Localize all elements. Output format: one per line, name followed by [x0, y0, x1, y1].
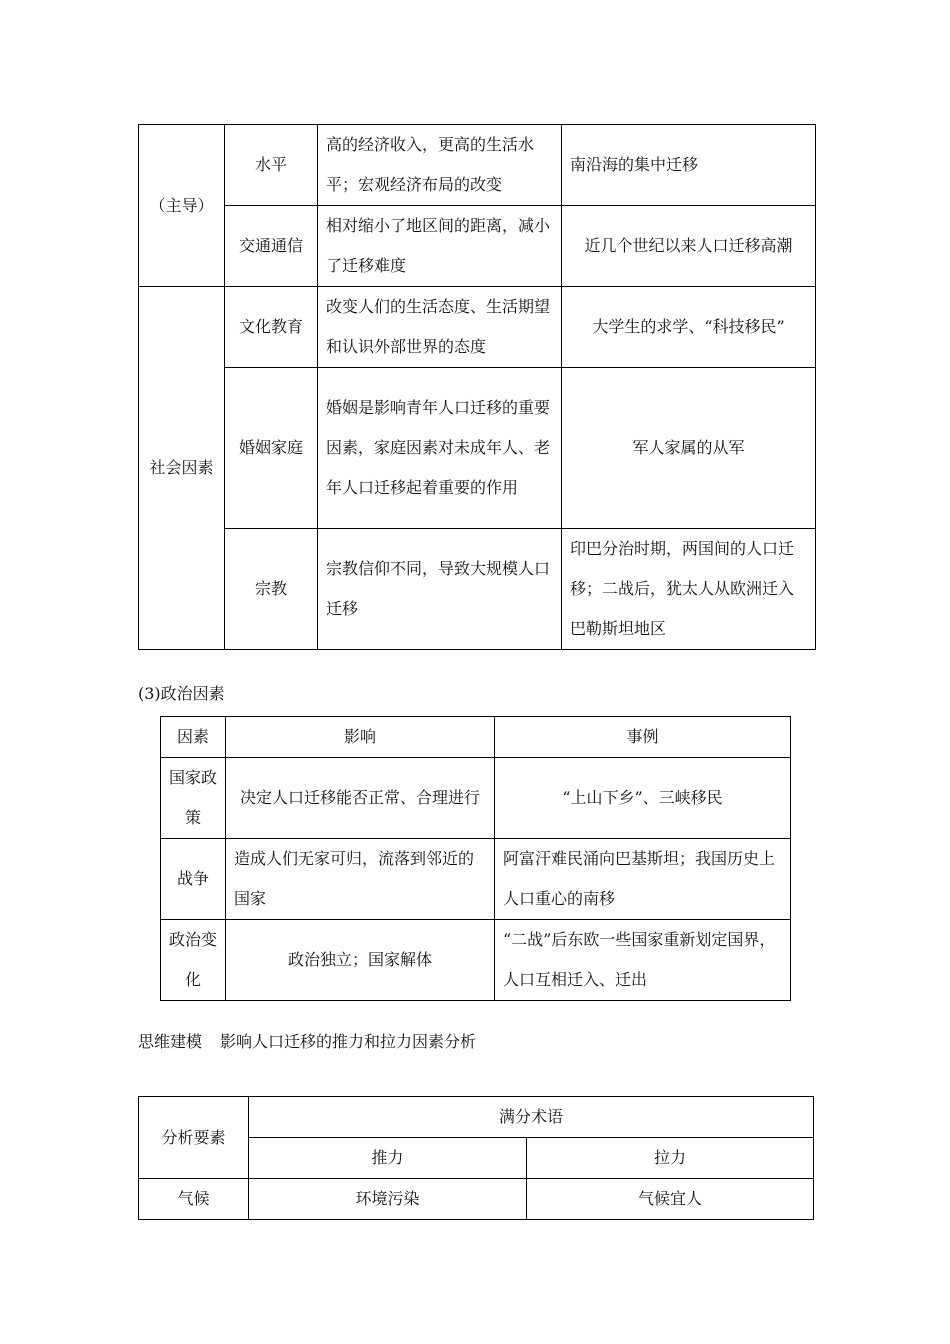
subfactor-cell: 交通通信	[225, 206, 318, 287]
impact-cell: 宗教信仰不同，导致大规模人口迁移	[318, 529, 562, 650]
impact-cell: 高的经济收入，更高的生活水平；宏观经济布局的改变	[318, 125, 562, 206]
example-cell: “上山下乡”、三峡移民	[495, 758, 791, 839]
subfactor-cell: 婚姻家庭	[225, 368, 318, 529]
model-label: 思维建模	[138, 1032, 203, 1051]
section-title-political: (3)政治因素	[138, 684, 225, 703]
impact-cell: 婚姻是影响青年人口迁移的重要因素，家庭因素对未成年人、老年人口迁移起着重要的作用	[318, 368, 562, 529]
header-full-score-terms: 满分术语	[249, 1097, 814, 1138]
example-cell: 印巴分治时期，两国间的人口迁移；二战后，犹太人从欧洲迁入巴勒斯坦地区	[562, 529, 816, 650]
example-cell: “二战”后东欧一些国家重新划定国界，人口互相迁入、迁出	[495, 920, 791, 1001]
example-cell: 近几个世纪以来人口迁移高潮	[562, 206, 816, 287]
element-cell: 气候	[139, 1179, 249, 1220]
example-cell: 南沿海的集中迁移	[562, 125, 816, 206]
header-pull: 拉力	[527, 1138, 814, 1179]
model-title: 影响人口迁移的推力和拉力因素分析	[220, 1032, 477, 1051]
example-cell: 军人家属的从军	[562, 368, 816, 529]
subfactor-cell: 宗教	[225, 529, 318, 650]
impact-cell: 政治独立；国家解体	[226, 920, 495, 1001]
example-cell: 大学生的求学、“科技移民”	[562, 287, 816, 368]
factor-cell: 战争	[161, 839, 226, 920]
factor-cell: 政治变化	[161, 920, 226, 1001]
example-cell: 阿富汗难民涌向巴基斯坦；我国历史上人口重心的南移	[495, 839, 791, 920]
political-factors-table	[160, 716, 791, 1001]
subfactor-cell: 水平	[225, 125, 318, 206]
thinking-model-heading	[138, 1030, 476, 1054]
impact-cell: 造成人们无家可归，流落到邻近的国家	[226, 839, 495, 920]
header-example: 事例	[495, 717, 791, 758]
economic-factor-label: （主导）	[139, 125, 225, 287]
social-factor-label: 社会因素	[139, 287, 225, 650]
header-impact: 影响	[226, 717, 495, 758]
push-pull-table	[138, 1096, 814, 1220]
pull-cell: 气候宜人	[527, 1179, 814, 1220]
header-analysis-element: 分析要素	[139, 1097, 249, 1179]
factor-cell: 国家政策	[161, 758, 226, 839]
push-cell: 环境污染	[249, 1179, 527, 1220]
header-factor: 因素	[161, 717, 226, 758]
impact-cell: 相对缩小了地区间的距离，减小了迁移难度	[318, 206, 562, 287]
factors-table-1	[138, 124, 816, 650]
impact-cell: 改变人们的生活态度、生活期望和认识外部世界的态度	[318, 287, 562, 368]
impact-cell: 决定人口迁移能否正常、合理进行	[226, 758, 495, 839]
header-push: 推力	[249, 1138, 527, 1179]
subfactor-cell: 文化教育	[225, 287, 318, 368]
